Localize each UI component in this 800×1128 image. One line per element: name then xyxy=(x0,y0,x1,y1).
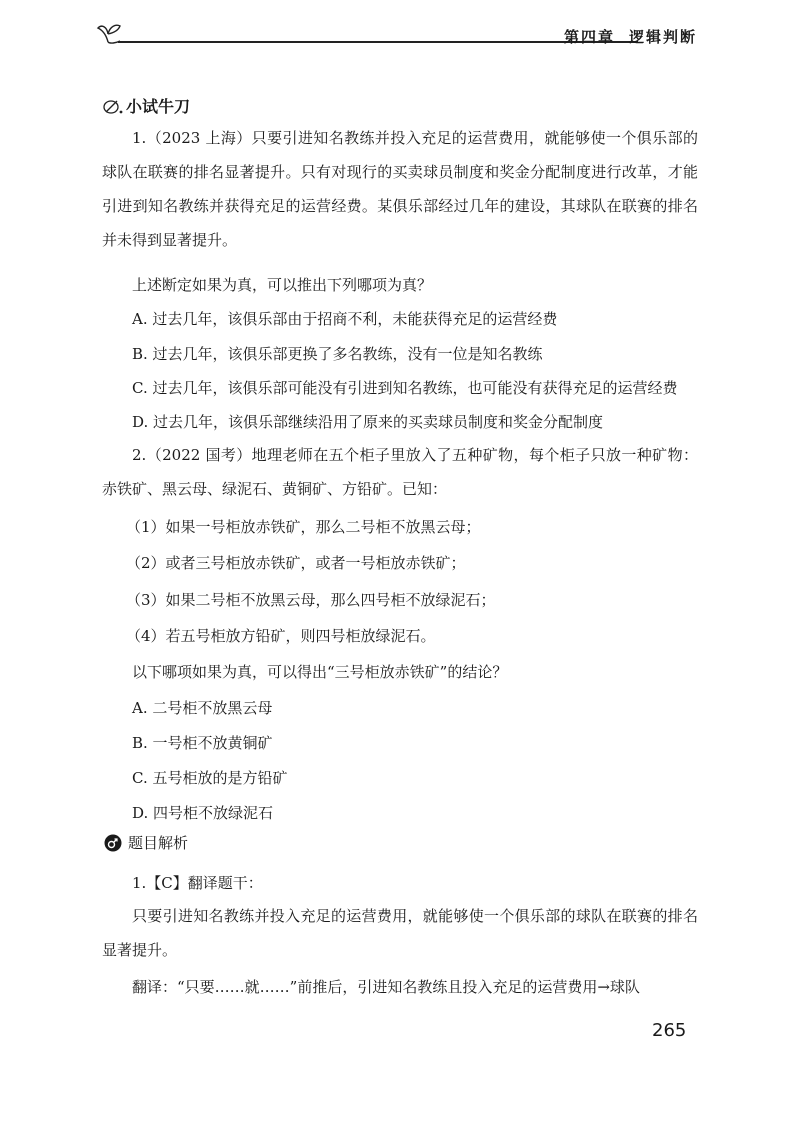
chapter-title: 逻辑判断 xyxy=(629,28,698,46)
q2-prompt: 以下哪项如果为真，可以得出“三号柜放赤铁矿”的结论？ xyxy=(132,663,508,681)
section-heading xyxy=(102,94,190,117)
q1-stem: 1.（2023 上海）只要引进知名教练并投入充足的运营费用，就能够使一个俱乐部的球队在联赛的排名显著提升。只有对现行的买卖球员制度和奖金分配制度进行改革，才能引进到知名教练并获得充足的运营经费。某俱乐部经过几年的建设，其球队在联赛的排名并未得到显著提升。 xyxy=(102,129,698,249)
analysis-title: 题目解析 xyxy=(128,834,189,852)
q2-condition-3: （3）如果二号柜不放黑云母，那么四号柜不放绿泥石； xyxy=(126,591,496,609)
chapter-label xyxy=(564,26,697,47)
q2-option-d: D. 四号柜不放绿泥石 xyxy=(132,804,274,822)
chapter-number: 第四章 xyxy=(564,28,616,46)
q2-condition-2: （2）或者三号柜放赤铁矿，或者一号柜放赤铁矿； xyxy=(126,554,466,572)
q2-condition-4: （4）若五号柜放方铅矿，则四号柜放绿泥石。 xyxy=(126,627,436,645)
page-number: 265 xyxy=(652,1020,687,1041)
q1-option-d: D. 过去几年，该俱乐部继续沿用了原来的买卖球员制度和奖金分配制度 xyxy=(132,413,604,431)
q1-prompt: 上述断定如果为真，可以推出下列哪项为真？ xyxy=(132,276,433,294)
q2-option-c: C. 五号柜放的是方铅矿 xyxy=(132,769,288,787)
page-header xyxy=(96,18,696,48)
q1-option-b: B. 过去几年，该俱乐部更换了多名教练，没有一位是知名教练 xyxy=(132,345,543,363)
q2-option-b: B. 一号柜不放黄铜矿 xyxy=(132,734,273,752)
section-title: 小试牛刀 xyxy=(126,97,191,116)
q2-option-a: A. 二号柜不放黑云母 xyxy=(132,699,273,717)
analysis-answer: 1.【C】翻译题干： xyxy=(132,874,263,892)
q1-option-a: A. 过去几年，该俱乐部由于招商不利，未能获得充足的运营经费 xyxy=(132,310,558,328)
analysis-badge-icon xyxy=(104,834,122,852)
analysis-heading xyxy=(104,832,188,853)
pencil-circle-icon xyxy=(102,97,124,115)
header-rule xyxy=(118,41,638,43)
q1-option-c: C. 过去几年，该俱乐部可能没有引进到知名教练，也可能没有获得充足的运营经费 xyxy=(132,379,678,397)
analysis-translation: 翻译：“只要……就……”前推后，引进知名教练且投入充足的运营费用→球队 xyxy=(132,978,640,996)
q2-stem: 2.（2022 国考）地理老师在五个柜子里放入了五种矿物，每个柜子只放一种矿物：赤铁矿、黑云母、绿泥石、黄铜矿、方铅矿。已知： xyxy=(102,446,698,498)
analysis-paragraph: 只要引进知名教练并投入充足的运营费用，就能够使一个俱乐部的球队在联赛的排名显著提升。 xyxy=(102,907,698,959)
q2-condition-1: （1）如果一号柜放赤铁矿，那么二号柜不放黑云母； xyxy=(126,518,481,536)
